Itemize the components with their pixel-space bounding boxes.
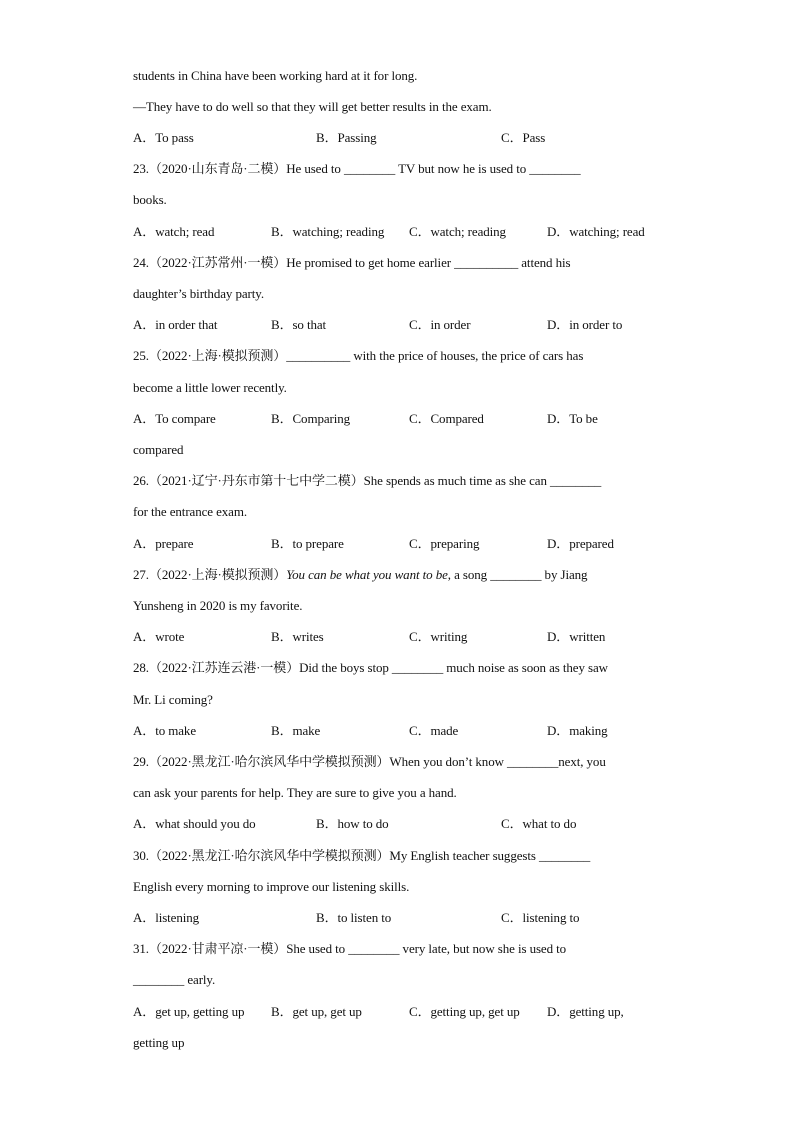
question-29-stem-line-1: 29.（2022·黑龙江·哈尔滨风华中学模拟预测）When you don’t know ________next, you: [133, 754, 606, 769]
q29-option-c: C．what to do: [501, 816, 577, 831]
q24-option-d: D．in order to: [547, 317, 623, 332]
q27-source: 27.（2022·上海·模拟预测）: [133, 567, 287, 582]
q23-option-a: A．watch; read: [133, 224, 215, 239]
q23-option-b: B．watching; reading: [271, 224, 385, 239]
question-27-stem-line-1: [133, 567, 587, 583]
q25-option-c: C．Compared: [409, 411, 484, 426]
q30-option-c: C．listening to: [501, 910, 580, 925]
question-31-stem-line-2: ________ early.: [133, 972, 216, 987]
q22-option-c: C．Pass: [501, 130, 546, 145]
q24-option-b: B．so that: [271, 317, 327, 332]
q25-option-a: A．To compare: [133, 411, 216, 426]
question-22-stem-line-2: —They have to do well so that they will get better results in the exam.: [133, 99, 492, 114]
question-22-stem-line-1: students in China have been working hard at it for long.: [133, 68, 418, 83]
q28-option-a: A．to make: [133, 723, 197, 738]
q29-option-b: B．how to do: [316, 816, 389, 831]
question-28-stem-line-2: Mr. Li coming?: [133, 692, 213, 707]
question-30-stem-line-1: 30.（2022·黑龙江·哈尔滨风华中学模拟预测）My English teacher suggests ________: [133, 848, 591, 863]
q27-song-title: You can be what you want to be: [286, 567, 448, 582]
q22-option-a: A．To pass: [133, 130, 194, 145]
question-31-stem-line-1: 31.（2022·甘肃平凉·一模）She used to ________ very late, but now she is used to: [133, 941, 567, 956]
question-24-stem-line-2: daughter’s birthday party.: [133, 286, 264, 301]
q29-option-a: A．what should you do: [133, 816, 256, 831]
question-26-stem-line-1: 26.（2021·辽宁·丹东市第十七中学二模）She spends as much time as she can ________: [133, 473, 602, 488]
q27-option-a: A．wrote: [133, 629, 185, 644]
q31-option-a: A．get up, getting up: [133, 1004, 245, 1019]
q31-option-d-continuation: getting up: [133, 1035, 185, 1050]
question-23-stem-line-1: 23.（2020·山东青岛·二模）He used to ________ TV but now he is used to ________: [133, 161, 581, 176]
q25-option-d-continuation: compared: [133, 442, 184, 457]
q24-option-c: C．in order: [409, 317, 471, 332]
q28-option-d: D．making: [547, 723, 608, 738]
q23-option-d: D．watching; read: [547, 224, 645, 239]
q26-option-c: C．preparing: [409, 536, 480, 551]
q27-option-d: D．written: [547, 629, 606, 644]
q27-option-c: C．writing: [409, 629, 468, 644]
q31-option-d: D．getting up,: [547, 1004, 624, 1019]
question-28-stem-line-1: 28.（2022·江苏连云港·一模）Did the boys stop ________ much noise as soon as they saw: [133, 660, 608, 675]
q28-option-b: B．make: [271, 723, 321, 738]
question-23-stem-line-2: books.: [133, 192, 167, 207]
q26-option-a: A．prepare: [133, 536, 194, 551]
q31-option-c: C．getting up, get up: [409, 1004, 520, 1019]
q27-option-b: B．writes: [271, 629, 324, 644]
q27-stem-rest: , a song ________ by Jiang: [447, 567, 588, 582]
q23-option-c: C．watch; reading: [409, 224, 506, 239]
q28-option-c: C．made: [409, 723, 459, 738]
question-30-stem-line-2: English every morning to improve our listening skills.: [133, 879, 410, 894]
q25-option-d: D．To be: [547, 411, 598, 426]
question-24-stem-line-1: 24.（2022·江苏常州·一模）He promised to get home earlier __________ attend his: [133, 255, 571, 270]
q26-option-b: B．to prepare: [271, 536, 344, 551]
q30-option-a: A．listening: [133, 910, 200, 925]
q22-option-b: B．Passing: [316, 130, 377, 145]
question-25-stem-line-1: 25.（2022·上海·模拟预测）__________ with the price of houses, the price of cars has: [133, 348, 584, 363]
question-26-stem-line-2: for the entrance exam.: [133, 504, 248, 519]
q26-option-d: D．prepared: [547, 536, 614, 551]
q24-option-a: A．in order that: [133, 317, 218, 332]
question-25-stem-line-2: become a little lower recently.: [133, 380, 287, 395]
q30-option-b: B．to listen to: [316, 910, 392, 925]
question-29-stem-line-2: can ask your parents for help. They are sure to give you a hand.: [133, 785, 457, 800]
question-27-stem-line-2: Yunsheng in 2020 is my favorite.: [133, 598, 303, 613]
q31-option-b: B．get up, get up: [271, 1004, 362, 1019]
q25-option-b: B．Comparing: [271, 411, 351, 426]
